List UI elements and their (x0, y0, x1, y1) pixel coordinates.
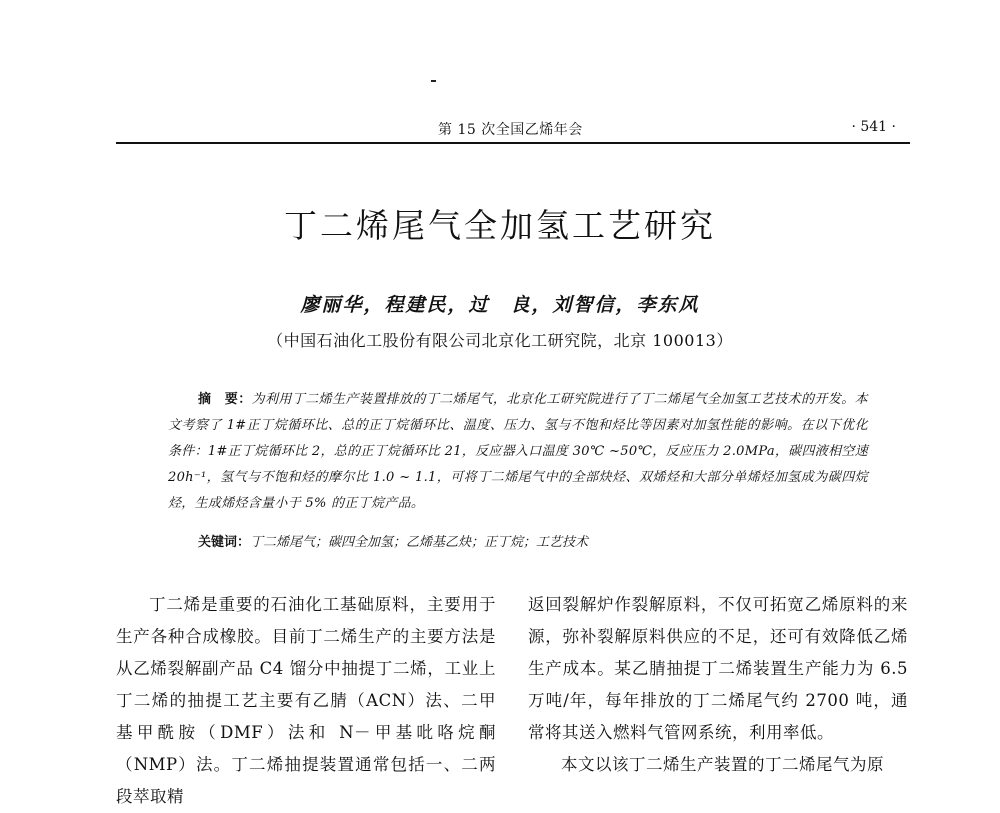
abstract (168, 387, 868, 517)
keywords-text: 丁二烯尾气；碳四全加氢；乙烯基乙炔；正丁烷；工艺技术 (250, 535, 589, 550)
abstract-label: 摘 要： (198, 392, 252, 407)
abstract-text: 为利用丁二烯生产装置排放的丁二烯尾气，北京化工研究院进行了丁二烯尾气全加氢工艺技术的开发。本文考察了 1#正丁烷循环比、总的正丁烷循环比、温度、压力、氢与不饱和烃比等因素对加氢性能的影响。在以下优化条件：1#正丁烷循环比 2，总的正丁烷循环比 21，反应器入口温度 30℃ ~50℃，反应压力 2.0MPa，碳四液相空速 20h⁻¹，氢气与不饱和烃的摩尔比 1.0 ~ 1.1，可将丁二烯尾气中的全部炔烃、双烯烃和大部分单烯烃加氢成为碳四烷烃，生成烯烃含量小于 5% 的正丁烷产品。 (168, 392, 868, 511)
running-header (116, 117, 910, 141)
body-paragraph: 丁二烯是重要的石油化工基础原料，主要用于生产各种合成橡胶。目前丁二烯生产的主要方法是从乙烯裂解副产品 C4 馏分中抽提丁二烯，工业上丁二烯的抽提工艺主要有乙腈（ACN）法、二甲基甲酰胺（DMF）法和 N－甲基吡咯烷酮（NMP）法。丁二烯抽提装置通常包括一、二两段萃取精 (116, 595, 496, 806)
body-column-left (116, 589, 496, 813)
page-number: · 541 · (851, 119, 896, 135)
body-column-right (528, 589, 908, 781)
body-paragraph: 返回裂解炉作裂解原料，不仅可拓宽乙烯原料的来源，弥补裂解原料供应的不足，还可有效降低乙烯生产成本。某乙腈抽提丁二烯装置生产能力为 6.5 万吨/年，每年排放的丁二烯尾气约 2700 吨，通常将其送入燃料气管网系统，利用率低。 (528, 595, 908, 742)
keywords (168, 530, 868, 556)
body-paragraph: 本文以该丁二烯生产装置的丁二烯尾气为原 (561, 755, 884, 774)
header-rule (116, 142, 910, 144)
keywords-label: 关键词： (198, 535, 251, 550)
paper-title: 丁二烯尾气全加氢工艺研究 (284, 206, 716, 245)
author-list: 廖丽华，程建民，过 良，刘智信，李东风 (300, 294, 700, 316)
affiliation: （中国石油化工股份有限公司北京化工研究院，北京 100013） (267, 331, 733, 350)
scan-mark (431, 80, 436, 82)
conference-name: 第 15 次全国乙烯年会 (438, 122, 583, 138)
